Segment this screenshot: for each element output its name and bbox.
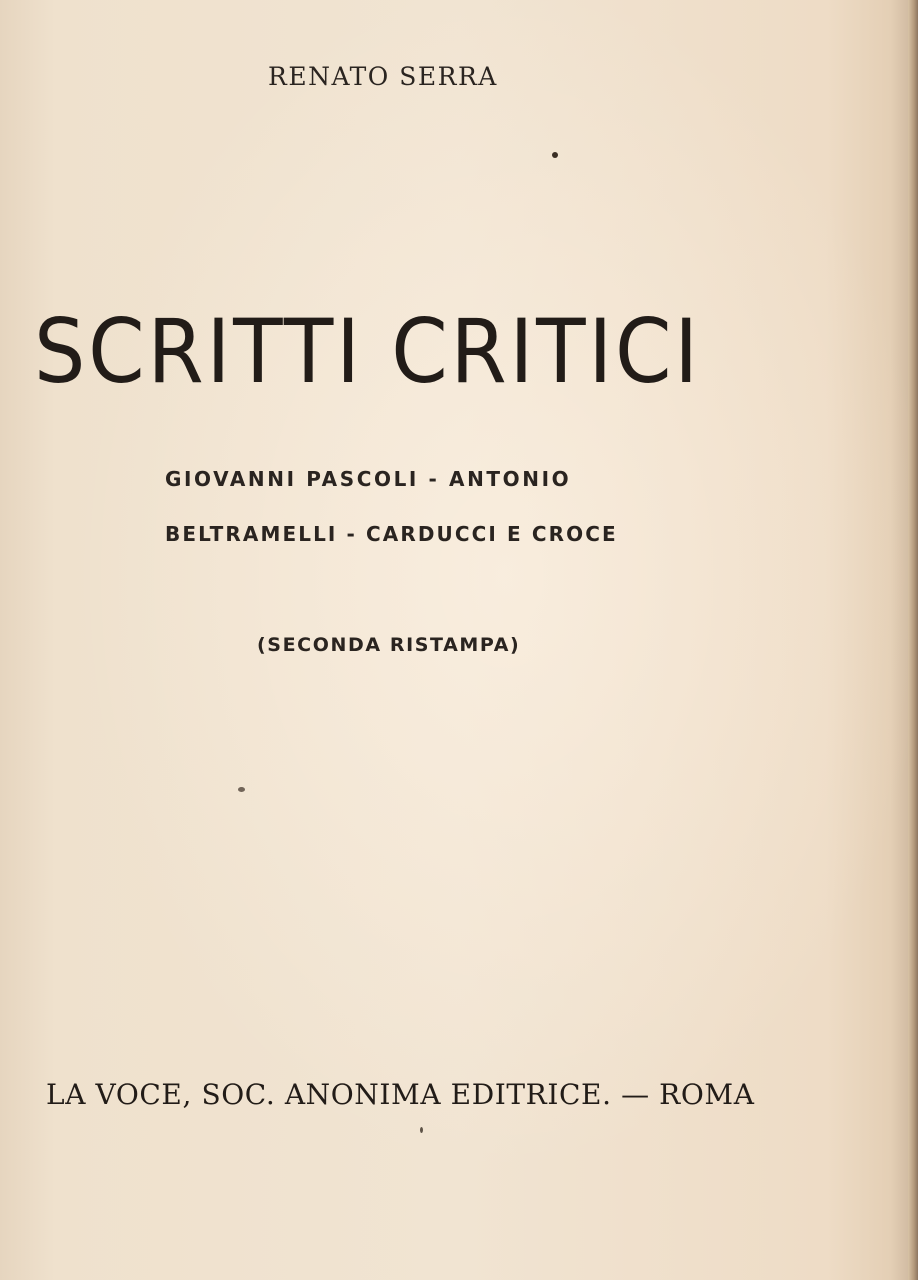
publisher-imprint: LA VOCE, SOC. ANONIMA EDITRICE. — ROMA [46, 1078, 755, 1111]
edition-note: (SECONDA RISTAMPA) [257, 634, 521, 656]
foxing-spot [420, 1127, 423, 1133]
foxing-spot [552, 152, 558, 158]
foxing-spot [238, 787, 245, 792]
page-edge [908, 0, 918, 1280]
subtitle-line-2: BELTRAMELLI - CARDUCCI E CROCE [165, 522, 618, 546]
subtitle-line-1: GIOVANNI PASCOLI - ANTONIO [165, 467, 572, 491]
book-title: SCRITTI CRITICI [34, 300, 701, 403]
author-name: RENATO SERRA [268, 62, 498, 91]
